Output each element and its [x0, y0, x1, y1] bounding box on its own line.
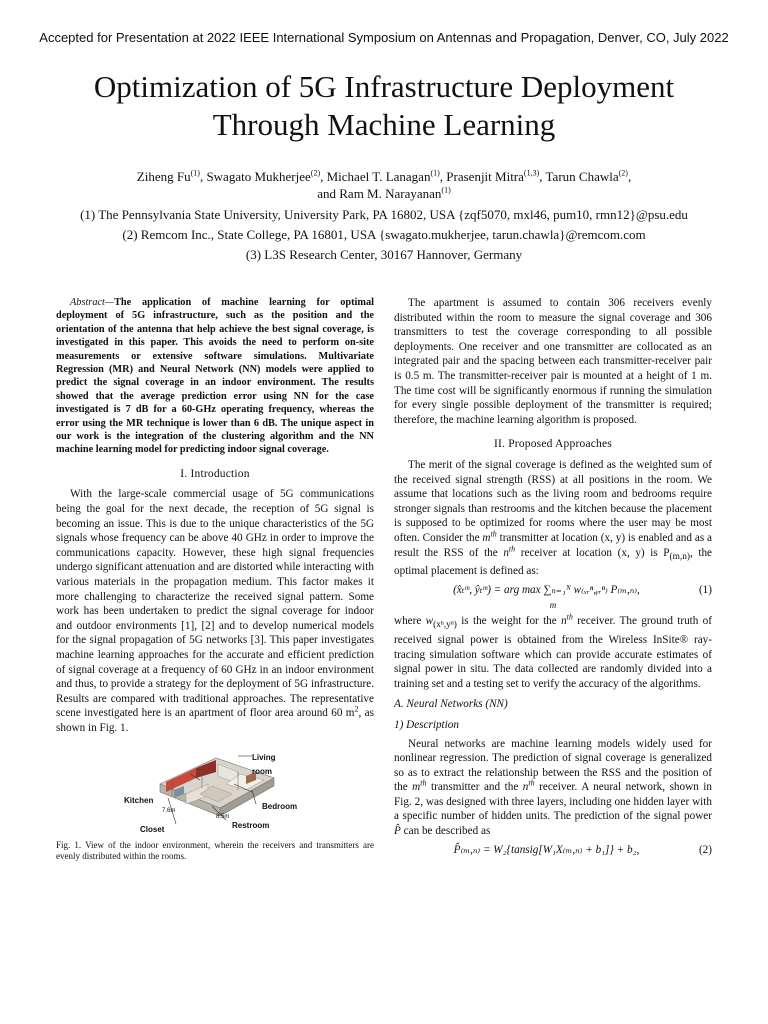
author-name: , Prasenjit Mitra	[439, 169, 524, 184]
label-dimension-2: 8.5m	[216, 813, 230, 820]
left-column	[56, 296, 374, 862]
figure-1-apartment-view	[124, 744, 298, 834]
author-name: and Ram M. Narayanan	[317, 186, 442, 201]
abstract-label: Abstract	[70, 297, 105, 308]
label-dimension-1: 7.6m	[162, 807, 176, 814]
intro-text: With the large-scale commercial usage of 5G communications being the goal for the next decade, the reception of 5G signal is becoming an issue. This is due to the unique characteristics of the 5G signals whose frequency can be above 40 GHz in order to improve the communications capacity. However, these high signal frequencies undergo significant attenuation and are distorted while interacting with various materials in the propagation medium. This factor makes it more challenging to characterize the received signal pattern. Some work has been undertaken to predict the signal coverage for indoor and outdoor environments [1], [2] and to develop numerical models for the signal propagation of 5G networks [3]. This paper investigates machine learning approaches for the accurate and efficient prediction of signal coverage at a frequency of 60 GHz in an indoor environment and thus, to provide a strategy for the deployment of 5G infrastructure. Results are compared with traditional approaches. The representative scene investigated here is an apartment of floor area around 60 m	[56, 488, 374, 720]
abstract-dash: —	[104, 297, 115, 308]
affiliation-2: (2) Remcom Inc., State College, PA 16801, USA {swagato.mukherjee, tarun.chawla}@remcom.com	[122, 227, 646, 242]
intro-text-tail: , as shown in Fig. 1.	[56, 707, 374, 734]
title-line-2: Through Machine Learning	[212, 107, 556, 142]
var-m: m	[412, 781, 421, 794]
sub-xy: (xⁿ,yⁿ)	[433, 620, 457, 631]
weight-text: where	[394, 615, 426, 628]
subsubsection-heading-description: 1) Description	[394, 718, 459, 731]
right-column	[394, 296, 712, 861]
merit-text: is defined as:	[479, 565, 539, 578]
label-closet: Closet	[140, 824, 165, 834]
weight-text: receiver. The ground truth of received signal power is obtained from the Wireless InSite® ray-tracing simulation software which can provide accurate estimates of signal power in situ. The data collected are randomly divided into a training set and a testing set to verify the accuracy of the algorithms.	[394, 615, 712, 690]
label-kitchen: Kitchen	[124, 795, 154, 805]
intro-paragraph	[56, 487, 374, 735]
merit-text: ) is P	[640, 546, 670, 559]
var-w: w	[425, 615, 434, 628]
label-bedroom: Bedroom	[262, 801, 298, 811]
nn-text: receiver. A neural network, shown in Fig. 2, was designed with three layers, including one hidden layer with a specific number of hidden units. The prediction of the signal power	[394, 781, 712, 823]
figure-1-caption: Fig. 1. View of the indoor environment, wherein the receivers and transmitters are evenly distributed within the rooms.	[56, 839, 374, 861]
nn-text: transmitter and the	[426, 781, 523, 794]
title-line-1: Optimization of 5G Infrastructure Deployment	[93, 69, 675, 104]
sub-mn: (m,n)	[669, 551, 690, 562]
sup-th: th	[566, 612, 573, 622]
author-affil-mark: (2)	[310, 168, 321, 178]
sup-th: th	[420, 778, 427, 788]
weight-text: is the weight for the	[456, 615, 562, 628]
affiliation-1: (1) The Pennsylvania State University, University Park, PA 16802, USA {zqf5070, mxl46, pum10, rmn12}@psu.edu	[80, 207, 688, 222]
nn-paragraph	[394, 737, 712, 839]
nn-text: Neural networks are machine learning models widely used for nonlinear regression. The prediction of signal coverage is generalized so as to extract the relationship between the RSS and the position of the	[394, 737, 712, 794]
author-name: Ziheng Fu	[136, 169, 191, 184]
abstract	[56, 296, 374, 457]
subsection-heading-neural-networks: A. Neural Networks (NN)	[394, 698, 508, 711]
apartment-paragraph: The apartment is assumed to contain 306 receivers evenly distributed within the room to measure the signal coverage and 306 transmitters to test the coverage corresponding to all possible deployments. One receiver and one transmitter are collocated as an integrated pair and the spacing between each transmitter-receiver pair is 0.5 m. The transmitter-receiver pair is mounted at a height of 1 m. The time cost will be significantly enormous if running the simulation for every single possible deployment of the transmitter is required; therefore, the machine learning algorithm is proposed.	[394, 297, 712, 426]
merit-text: receiver at location (x	[515, 546, 627, 559]
equation-1-argmax-subscript: m	[549, 599, 557, 610]
section-heading-proposed-approaches: II. Proposed Approaches	[494, 438, 612, 451]
affiliation-3: (3) L3S Research Center, 30167 Hannover, Germany	[245, 247, 523, 262]
author-name: , Michael T. Lanagan	[320, 169, 431, 184]
paper-title	[40, 68, 728, 144]
author-list	[60, 168, 708, 202]
sup-th: th	[528, 778, 535, 788]
author-affil-mark: (1)	[441, 185, 451, 195]
author-name: , Tarun Chawla	[539, 169, 619, 184]
label-living-room: Living room	[252, 752, 276, 777]
author-affil-mark: (2)	[618, 168, 628, 178]
merit-text: , y	[610, 531, 622, 544]
author-affil-mark: (1)	[430, 168, 440, 178]
merit-text: , the optimal placement	[394, 546, 713, 578]
equation-1-body: (x̂ₜᵐ, ŷₜᵐ) = arg max ∑ₙ₌₁ᴺ w₍ₓᵣⁿ,ᵧᵣⁿ₎ P₍ₘ,ₙ₎,	[453, 583, 640, 596]
area-exponent: 2	[354, 704, 359, 714]
weight-paragraph	[394, 614, 712, 691]
conference-banner: Accepted for Presentation at 2022 IEEE International Symposium on Antennas and Propagation, Denver, CO, July 2022	[39, 30, 729, 45]
merit-paragraph	[394, 458, 712, 579]
merit-text: , y	[626, 546, 641, 559]
label-restroom: Restroom	[232, 820, 270, 830]
author-name: , Swagato Mukherjee	[199, 169, 311, 184]
merit-text: transmitter at location (x	[496, 531, 611, 544]
sup-th: th	[508, 543, 516, 553]
author-sep: ,	[627, 169, 632, 184]
var-n: n	[503, 546, 509, 559]
equation-2-body: P̂₍ₘ,ₙ₎ = W₂{tansig[W₁X₍ₘ,ₙ₎ + b₁]} + b₂,	[453, 843, 640, 856]
equation-2	[394, 843, 712, 858]
var-n: n	[561, 615, 567, 628]
var-p-hat: P̂	[394, 825, 401, 838]
merit-text: The merit of the signal coverage is defined as the weighted sum of the received signal strength (RSS) at all positions in the room. We assume that locations such as the living room and bedrooms require stronger signals than restrooms and the kitchen because the placement is supposed to be optimized for rooms where the user may be most often. Consider the	[394, 458, 712, 544]
equation-1	[394, 583, 712, 598]
equation-2-number: (2)	[698, 843, 712, 856]
sup-th: th	[490, 529, 497, 539]
author-affil-mark: (1,3)	[523, 168, 540, 178]
var-n: n	[522, 781, 529, 794]
equation-1-number: (1)	[698, 583, 712, 596]
author-affil-mark: (1)	[190, 168, 200, 178]
nn-text: can be described as	[400, 825, 491, 838]
section-heading-introduction: I. Introduction	[180, 467, 250, 480]
abstract-text: The application of machine learning for optimal deployment of 5G infrastructure, such as the position and the orientation of the antenna that help achieve the best signal coverage, is investigated in this paper. This avoids the need to perform on-site measurements or extensive software simulations. Multivariate Regression (MR) and Neural Network (NN) models were applied to predict the signal coverage in an indoor environment. The results showed that the average prediction error using NN for the case investigated is 7 dB for a 60-GHz operating frequency, whereas the error using the MR technique is lower than 6 dB. The unique aspect in our work is the integration of the clustering algorithm and the NN machine learning model for predicting indoor signal coverage.	[56, 297, 374, 456]
var-m: m	[482, 531, 491, 544]
merit-text: ) is enabled and as a result the RSS of the	[394, 531, 712, 559]
